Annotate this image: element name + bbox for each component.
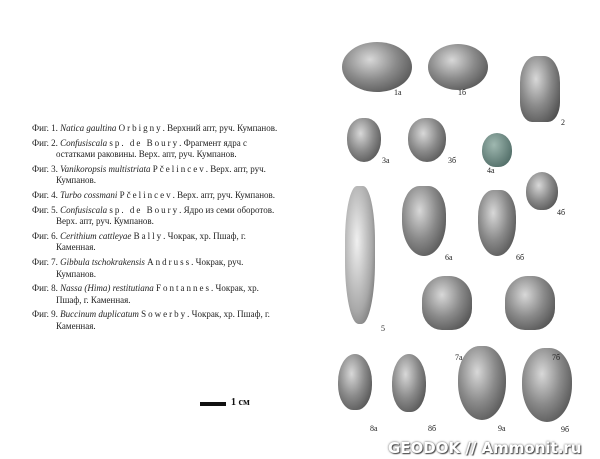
caption: Фиг. 1. Natica gaultina Orbigny. Верхний апт, руч. Кумпанов.	[32, 123, 278, 133]
scale-bar	[200, 402, 226, 406]
shell-1b	[428, 44, 488, 90]
figure-label: 9а	[498, 424, 506, 433]
figure-label: 1б	[458, 88, 467, 97]
shell-9b	[522, 348, 572, 422]
figure-label: 9б	[561, 425, 570, 434]
shell-3a	[347, 118, 381, 162]
figure-label: 4б	[557, 208, 566, 217]
shell-6a	[402, 186, 446, 256]
shell-4a	[482, 133, 512, 167]
caption: Фиг. 7. Gibbula tschokrakensis Andruss. Чокрак, руч. Кумпанов.	[32, 256, 244, 279]
figure-label: 4а	[487, 166, 495, 175]
figure-label: 3а	[382, 156, 390, 165]
figure-label: 8б	[428, 424, 437, 433]
figure-label: 5	[381, 324, 385, 333]
caption-list	[32, 123, 280, 336]
caption: Фиг. 6. Cerithium cattleyae Bally. Чокрак, хр. Пшаф, г. Каменная.	[32, 230, 246, 253]
shell-9a	[458, 346, 506, 420]
shell-7b	[505, 276, 555, 330]
caption: Фиг. 3. Vanikoropsis multistriata Pčelincev. Верх. апт, руч. Кумпанов.	[32, 163, 266, 186]
figure-label: 2	[561, 118, 565, 127]
shell-8a	[338, 354, 372, 410]
caption: Фиг. 8. Nassa (Hima) restitutiana Fontannes. Чокрак, хр. Пшаф, г. Каменная.	[32, 283, 259, 305]
caption: Фиг. 9. Buccinum duplicatum Sowerby. Чокрак, хр. Пшаф, г. Каменная.	[32, 309, 270, 331]
figure-label: 7а	[455, 353, 463, 362]
caption: Фиг. 5. Confusiscala sp. de Boury. Ядро из семи оборотов. Верх. апт, руч. Кумпанов.	[32, 204, 275, 227]
shell-2	[520, 56, 560, 122]
figure-label: 6б	[516, 253, 525, 262]
figure-label: 6а	[445, 253, 453, 262]
shell-7a	[422, 276, 472, 330]
shell-8b	[392, 354, 426, 412]
figure-label: 1а	[394, 88, 402, 97]
shell-5	[345, 186, 375, 324]
caption: Фиг. 2. Confusiscala sp. de Boury. Фрагмент ядра с остатками раковины. Верх. апт, руч. Кумпанов.	[32, 137, 247, 160]
figure-label: 3б	[448, 156, 457, 165]
shell-4b	[526, 172, 558, 210]
shell-1a	[342, 42, 412, 92]
shell-3b	[408, 118, 446, 162]
caption: Фиг. 4. Turbo cossmani Pčelincev. Верх. апт, руч. Кумпанов.	[32, 189, 276, 200]
figure-label: 7б	[552, 353, 561, 362]
shell-6b	[478, 190, 516, 256]
figure-label: 8а	[370, 424, 378, 433]
scale-label: 1 см	[231, 397, 250, 408]
watermark: GEODOK // Ammonit.ru	[388, 439, 582, 457]
